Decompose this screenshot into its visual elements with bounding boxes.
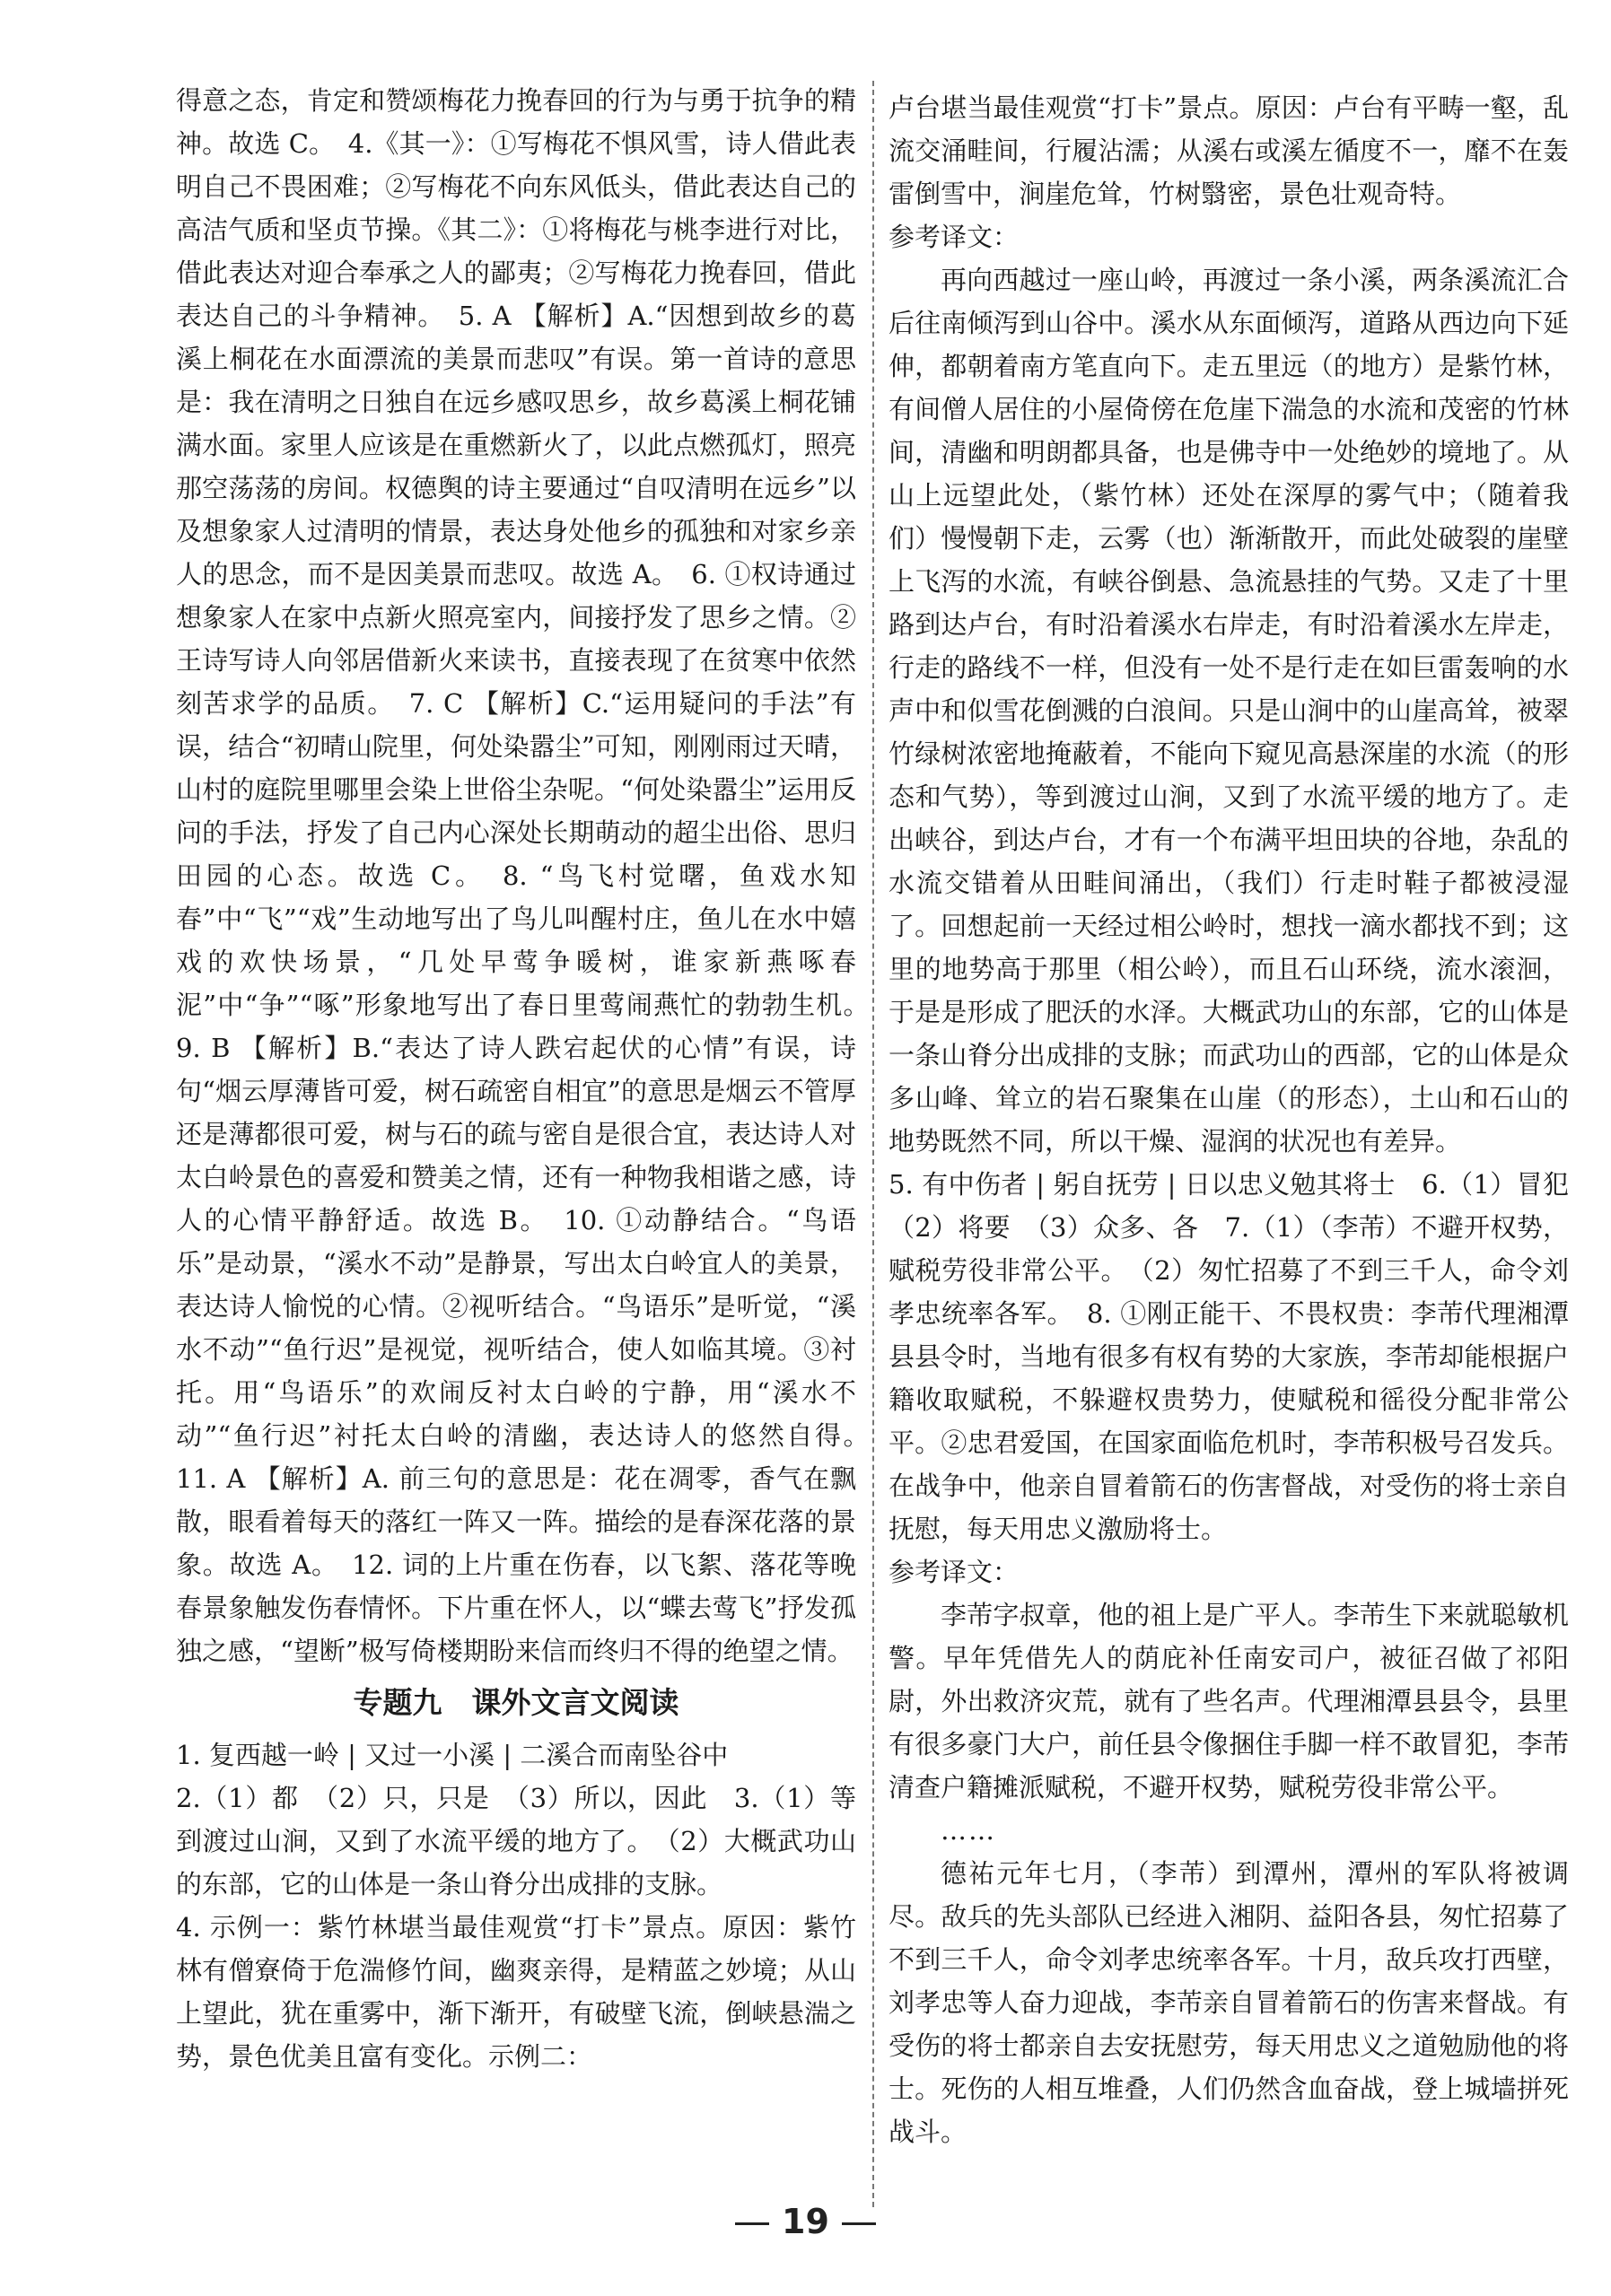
translation-paragraph: 再向西越过一座山岭，再渡过一条小溪，两条溪流汇合后往南倾泻到山谷中。溪水从东面倾泻，道路从西边向下延伸，都朝着南方笔直向下。走五里远（的地方）是紫竹林，有间僧人居住的小屋倚傍在危崖下湍急的水流和茂密的竹林间，清幽和明朗都具备，也是佛寺中一处绝妙的境地了。从山上远望此处，（紫竹林）还处在深厚的雾气中；（随着我们）慢慢朝下走，云雾（也）渐渐散开，而此处破裂的崖壁上飞泻的水流，有峡谷倒悬、急流悬挂的气势。又走了十里路到达卢台，有时沿着溪水右岸走，有时沿着溪水左岸走，行走的路线不一样，但没有一处不是行走在如巨雷轰响的水声中和似雪花倒溅的白浪间。只是山涧中的山崖高耸，被翠竹绿树浓密地掩蔽着，不能向下窥见高悬深崖的水流（的形态和气势），等到渡过山涧，又到了水流平缓的地方了。走出峡谷，到达卢台，才有一个布满平坦田块的谷地，杂乱的水流交错着从田畦间涌出，（我们）行走时鞋子都被浸湿了。回想起前一天经过相公岭时，想找一滴水都找不到；这里的地势高于那里（相公岭），而且石山环绕，流水滚洄，于是是形成了肥沃的水泽。大概武功山的东部，它的山体是一条山脊分出成排的支脉；而武功山的西部，它的山体是众多山峰、耸立的岩石聚集在山崖（的形态），土山和石山的地势既然不同，所以干燥、湿润的状况也有差异。 [889,265,1569,1157]
left-column [176,79,883,2078]
column-divider [872,81,874,2207]
page-number: 19 [782,2202,829,2241]
answer-q2-q3: 2.（1）都 （2）只，只是 （3）所以，因此 3.（1）等到渡过山涧，又到了水流平缓的地方了。 （2）大概武功山的东部，它的山体是一条山脊分出成排的支脉。 [176,1783,856,1899]
translation-paragraph: 李芾字叔章，他的祖上是广平人。李芾生下来就聪敏机警。早年凭借先人的荫庇补任南安司户，被征召做了祁阳尉，外出救济灾荒，就有了些名声。代理湘潭县县令，县里有很多豪门大户，前任县令像捆住手脚一样不敢冒犯，李芾清查户籍摊派赋税，不避开权势，赋税劳役非常公平。 [889,1600,1569,1803]
right-column [889,86,1596,2153]
ellipsis: …… [941,1815,996,1846]
translation-label: 参考译文： [889,1557,1020,1587]
answer-q4: 4. 示例一：紫竹林堪当最佳观赏“打卡”景点。原因：紫竹林有僧寮倚于危湍修竹间，幽爽亲得，是精蓝之妙境；从山上望此，犹在重雾中，渐下渐开，有破壁飞流，倒峡悬湍之势，景色优美且富有变化。示例二： [176,1912,856,2072]
section-title: 专题九 课外文言文阅读 [353,1685,679,1720]
answer-paragraph-poetry: 得意之态，肯定和赞颂梅花力挽春回的行为与勇于抗争的精神。故选 C。 4.《其一》：①写梅花不惧风雪，诗人借此表明自己不畏困难；②写梅花不向东风低头，借此表达自己的高洁气质和坚贞节操。《其二》：①将梅花与桃李进行对比，借此表达对迎合奉承之人的鄙夷；②写梅花力挽春回，借此表达自己的斗争精神。 5. A 【解析】A.“因想到故乡的葛溪上桐花在水面漂流的美景而悲叹”有误。第一首诗的意思是：我在清明之日独自在远乡感叹思乡，故乡葛溪上桐花铺满水面。家里人应该是在重燃新火了，以此点燃孤灯，照亮那空荡荡的房间。权德舆的诗主要通过“自叹清明在远乡”以及想象家人过清明的情景，表达身处他乡的孤独和对家乡亲人的思念，而不是因美景而悲叹。故选 A。 6. ①权诗通过想象家人在家中点新火照亮室内，间接抒发了思乡之情。②王诗写诗人向邻居借新火来读书，直接表现了在贫寒中依然刻苦求学的品质。 7. C 【解析】C.“运用疑问的手法”有误，结合“初晴山院里，何处染嚣尘”可知，刚刚雨过天晴，山村的庭院里哪里会染上世俗尘杂呢。“何处染嚣尘”运用反问的手法，抒发了自己内心深处长期萌动的超尘出俗、思归田园的心态。故选 C。 8. “鸟飞村觉曙，鱼戏水知春”中“飞”“戏”生动地写出了鸟儿叫醒村庄，鱼儿在水中嬉戏的欢快场景，“几处早莺争暖树，谁家新燕啄春泥”中“争”“啄”形象地写出了春日里莺闹燕忙的勃勃生机。 9. B 【解析】B.“表达了诗人跌宕起伏的心情”有误，诗句“烟云厚薄皆可爱，树石疏密自相宜”的意思是烟云不管厚还是薄都很可爱，树与石的疏与密自是很合宜，表达诗人对太白岭景色的喜爱和赞美之情，还有一种物我相谐之感，诗人的心情平静舒适。故选 B。 10. ①动静结合。“鸟语乐”是动景，“溪水不动”是静景，写出太白岭宜人的美景，表达诗人愉悦的心情。②视听结合。“鸟语乐”是听觉，“溪水不动”“鱼行迟”是视觉，视听结合，使人如临其境。③衬托。用“鸟语乐”的欢闹反衬太白岭的宁静，用“溪水不动”“鱼行迟”衬托太白岭的清幽，表达诗人的悠然自得。 11. A 【解析】A. 前三句的意思是：花在凋零，香气在飘散，眼看着每天的落红一阵又一阵。描绘的是春深花落的景象。故选 A。 12. 词的上片重在伤春，以飞絮、落花等晚春景象触发伤春情怀。下片重在怀人，以“蝶去莺飞”抒发孤独之感，“望断”极写倚楼期盼来信而终归不得的绝望之情。 [176,85,883,1666]
translation-paragraph: 德祐元年七月，（李芾）到潭州，潭州的军队将被调尽。敌兵的先头部队已经进入湘阴、益阳各县，匆忙招募了不到三千人，命令刘孝忠统率各军。十月，敌兵攻打西壁，刘孝忠等人奋力迎战，李芾亲自冒着箭石的伤害来督战。有受伤的将士都亲自去安抚慰劳，每天用忠义之道勉励他的将士。死伤的人相互堆叠，人们仍然含血奋战，登上城墙拼死战斗。 [889,1858,1569,2147]
answer-q1: 1. 复西越一岭 | 又过一小溪 | 二溪合而南坠谷中 [176,1740,729,1770]
page-number-footer [0,2202,1611,2241]
answer-q4-continued: 卢台堪当最佳观赏“打卡”景点。原因：卢台有平畴一壑，乱流交涌畦间，行履沾濡；从溪右或溪左循度不一，靡不在轰雷倒雪中，涧崖危耸，竹树翳密，景色壮观奇特。 [889,92,1569,209]
answer-q5-q8: 5. 有中伤者 | 躬自抚劳 | 日以忠义勉其将士 6.（1）冒犯 （2）将要 （3）众多、各 7.（1）（李芾）不避开权势，赋税劳役非常公平。 （2）匆忙招募了不到三千人，命令刘孝忠统率各军。 8. ①刚正能干、不畏权贵：李芾代理湘潭县县令时，当地有很多有权有势的大家族，李芾却能根据户籍收取赋税，不躲避权贵势力，使赋税和徭役分配非常公平。②忠君爱国，在国家面临危机时，李芾积极号召发兵。在战争中，他亲自冒着箭石的伤害督战，对受伤的将士亲自抚慰，每天用忠义激励将士。 [889,1169,1596,1544]
dash-right [842,2222,876,2225]
dash-left [735,2222,769,2225]
translation-label: 参考译文： [889,222,1020,252]
